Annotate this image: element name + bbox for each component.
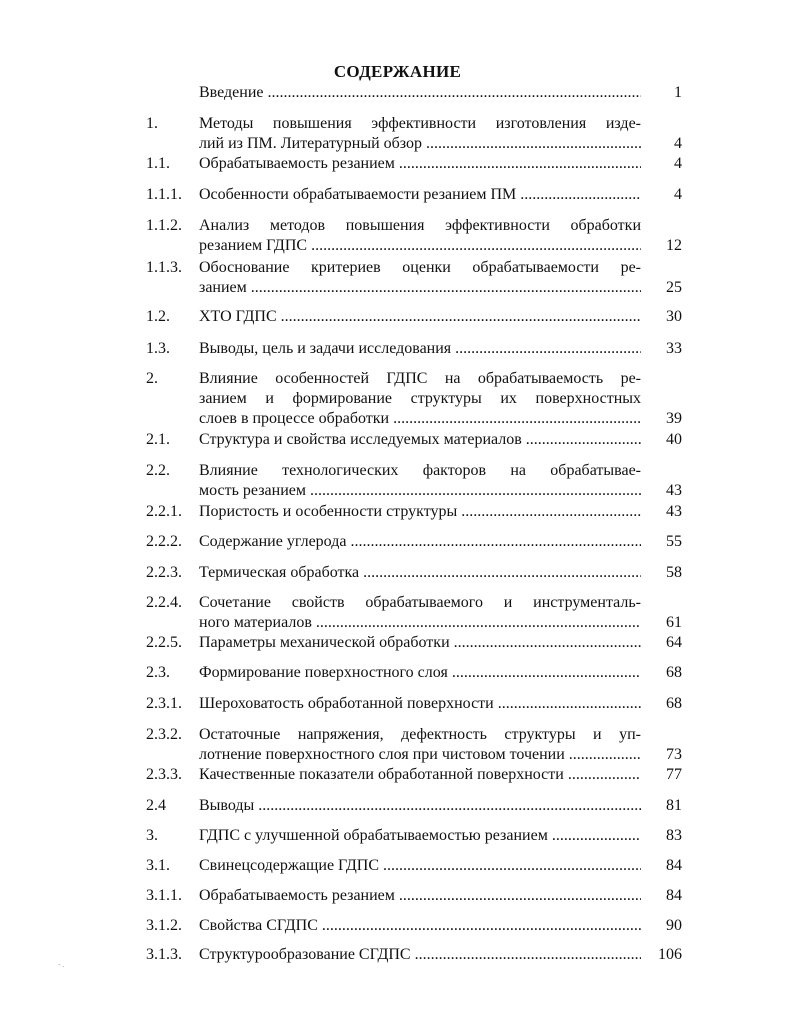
toc-entry-text: ного материалов ..... — [199, 613, 641, 633]
toc-entry-number: 1. — [146, 115, 158, 132]
toc-entry-page: 68 — [666, 695, 682, 712]
scan-mark: - . — [58, 960, 65, 969]
toc-entry-number: 2.3.1. — [146, 695, 182, 712]
toc-entry-number: 2.1. — [146, 431, 170, 448]
toc-entry-text: занием и формирование структуры их поверхностных — [199, 390, 641, 407]
toc-entry-number: 2.4 — [146, 797, 166, 814]
toc-entry-text: Обоснование критериев оценки обрабатываемости ре- — [199, 259, 641, 276]
toc-entry-text: Методы повышения эффективности изготовления изде- — [199, 115, 641, 132]
toc-entry-page: 84 — [666, 857, 682, 874]
toc-entry-text: Содержание углерода ..... — [199, 532, 641, 552]
toc-entry-text: Особенности обрабатываемости резанием ПМ ..... — [199, 185, 641, 205]
toc-entry-page: 73 — [666, 746, 682, 763]
toc-entry-number: 3.1.1. — [146, 887, 182, 904]
toc-entry-text: Параметры механической обработки ..... — [199, 633, 641, 653]
toc-entry-text: слоев в процессе обработки ..... — [199, 409, 641, 429]
toc-entry-number: 3.1.2. — [146, 917, 182, 934]
toc-entry-page: 81 — [666, 797, 682, 814]
toc-entry-number: 1.2. — [146, 308, 170, 325]
toc-entry-page: 4 — [674, 135, 682, 152]
toc-entry-text: Свинецсодержащие ГДПС ..... — [199, 856, 641, 876]
toc-entry-page: 30 — [666, 308, 682, 325]
toc-entry-text: ГДПС с улучшенной обрабатываемостью резанием ..... — [199, 826, 641, 846]
toc-entry-page: 77 — [666, 766, 682, 783]
toc-entry-page: 4 — [674, 186, 682, 203]
toc-entry-page: 55 — [666, 533, 682, 550]
toc-entry-text: занием ..... — [199, 278, 641, 298]
toc-entry-number: 1.3. — [146, 340, 170, 357]
toc-entry-text: Термическая обработка ..... — [199, 563, 641, 583]
toc-entry-text: лотнение поверхностного слоя при чистовом точении ..... — [199, 745, 641, 765]
toc-entry-page: 40 — [666, 431, 682, 448]
toc-entry-text: резанием ГДПС ..... — [199, 236, 641, 256]
toc-entry-page: 83 — [666, 827, 682, 844]
toc-entry-text: Качественные показатели обработанной поверхности ..... — [199, 765, 641, 785]
toc-entry-text: Пористость и особенности структуры ..... — [199, 502, 641, 522]
toc-entry-page: 39 — [666, 410, 682, 427]
toc-entry-text: Влияние технологических факторов на обрабатывае- — [199, 462, 641, 479]
toc-entry-text: мость резанием ..... — [199, 481, 641, 501]
toc-entry-page: 68 — [666, 664, 682, 681]
toc-entry-number: 1.1.3. — [146, 259, 182, 276]
toc-entry-page: 4 — [674, 155, 682, 172]
toc-entry-page: 64 — [666, 634, 682, 651]
toc-entry-text: Формирование поверхностного слоя ..... — [199, 663, 641, 683]
toc-entry-number: 1.1.2. — [146, 217, 182, 234]
toc-entry-text: Анализ методов повышения эффективности обработки — [199, 217, 641, 234]
toc-entry-number: 2.2. — [146, 462, 170, 479]
toc-entry-number: 2. — [146, 370, 158, 387]
toc-entry-text: Выводы, цель и задачи исследования ..... — [199, 339, 641, 359]
toc-entry-page: 106 — [658, 946, 682, 963]
toc-entry-number: 2.2.5. — [146, 634, 182, 651]
toc-entry-page: 90 — [666, 917, 682, 934]
toc-entry-page: 61 — [666, 614, 682, 631]
toc-entry-page: 33 — [666, 340, 682, 357]
toc-entry-page: 1 — [674, 84, 682, 101]
toc-entry-text: Обрабатываемость резанием ..... — [199, 154, 641, 174]
toc-entry-number: 1.1.1. — [146, 186, 182, 203]
toc-entry-text: Выводы ..... — [199, 796, 641, 816]
toc-entry-number: 3.1. — [146, 857, 170, 874]
toc-entry-number: 2.3. — [146, 664, 170, 681]
toc-entry-number: 2.2.1. — [146, 503, 182, 520]
toc-entry-text: Остаточные напряжения, дефектность структуры и уп- — [199, 726, 641, 743]
toc-entry-number: 2.2.3. — [146, 564, 182, 581]
toc-entry-text: лий из ПМ. Литературный обзор ..... — [199, 134, 641, 154]
toc-entry-number: 1.1. — [146, 155, 170, 172]
toc-entry-text: Сочетание свойств обрабатываемого и инструменталь- — [199, 594, 641, 611]
toc-entry-text: Введение ..... — [199, 83, 641, 103]
page-title: СОДЕРЖАНИЕ — [333, 62, 462, 81]
toc-entry-text: Свойства СГДПС ..... — [199, 916, 641, 936]
toc-entry-text: Структура и свойства исследуемых материалов ..... — [199, 430, 641, 450]
toc-entry-page: 84 — [666, 887, 682, 904]
toc-entry-text: ХТО ГДПС ..... — [199, 307, 641, 327]
toc-entry-page: 43 — [666, 482, 682, 499]
toc-entry-number: 2.3.3. — [146, 766, 182, 783]
toc-entry-text: Обрабатываемость резанием ..... — [199, 886, 641, 906]
toc-entry-text: Структурообразование СГДПС ..... — [199, 945, 641, 965]
toc-entry-text: Шероховатость обработанной поверхности ..... — [199, 694, 641, 714]
toc-entry-page: 43 — [666, 503, 682, 520]
toc-entry-number: 2.2.2. — [146, 533, 182, 550]
toc-entry-page: 12 — [666, 237, 682, 254]
toc-entry-number: 3.1.3. — [146, 946, 182, 963]
toc-entry-text: Влияние особенностей ГДПС на обрабатываемость ре- — [199, 370, 641, 387]
toc-entry-page: 25 — [666, 279, 682, 296]
toc-entry-number: 3. — [146, 827, 158, 844]
toc-entry-number: 2.2.4. — [146, 594, 182, 611]
toc-entry-number: 2.3.2. — [146, 726, 182, 743]
toc-entry-page: 58 — [666, 564, 682, 581]
